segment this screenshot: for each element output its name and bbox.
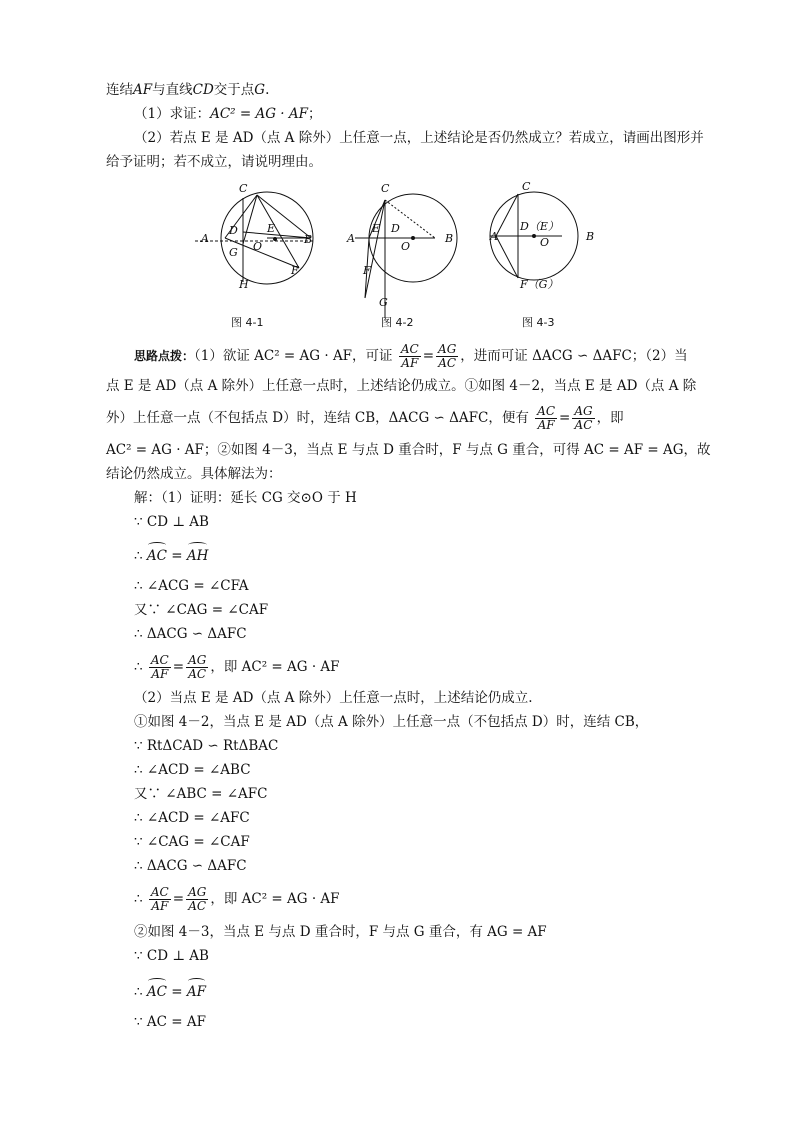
label-C: C — [381, 182, 390, 195]
label-D: D — [229, 224, 238, 237]
sol-line-15: ∴ ΔACG ∽ ΔAFC — [134, 858, 247, 874]
hint-line-2: 点 E 是 AD（点 A 除外）上任意一点时，上述结论仍成立。①如图 4－2，当点 E 是 AD（点 A 除 — [106, 378, 697, 394]
label-D: D — [391, 222, 400, 235]
sol-line-17: ②如图 4－3，当点 E 与点 D 重合时，F 与点 G 重合，有 AG = AF — [134, 924, 547, 940]
sol-line-5: 又∵ ∠CAG = ∠CAF — [134, 602, 269, 618]
caption-4-2: 图 4-2 — [381, 316, 414, 329]
sol-line-2: ∵ CD ⊥ AB — [134, 514, 209, 530]
problem-line-1: 连结AF与直线CD交于点G. — [106, 82, 270, 98]
label-O: O — [401, 240, 411, 253]
hint-line-3: 外）上任意一点（不包括点 D）时，连结 CB，ΔACG ∽ ΔAFC，便有 $\frac{AC}{AF}$ = $\frac{AG}{AC}$ ，即 — [106, 404, 624, 432]
label-B: B — [304, 233, 313, 246]
caption-4-1: 图 4-1 — [231, 316, 264, 329]
hint-line-1: 思路点拨：（1）欲证 AC² = AG · AF，可证 $\frac{AC}{AF}$ = $\frac{AG}{AC}$ ，进而可证 ΔACG ∽ ΔAFC；（2）当 — [134, 342, 688, 370]
figure-4-3 — [490, 178, 620, 338]
sol-line-19: ∴ AC = AF — [134, 984, 207, 1000]
label-FG: F（G） — [520, 278, 559, 291]
label-E: E — [267, 222, 276, 235]
label-O: O — [540, 236, 550, 249]
label-A: A — [490, 230, 498, 243]
problem-line-3: （2）若点 E 是 AD（点 A 除外）上任意一点，上述结论是否仍然成立？若成立，请画出图形并 — [134, 130, 704, 146]
sol-line-18: ∵ CD ⊥ AB — [134, 948, 209, 964]
sol-line-3: ∴ AC = AH — [134, 548, 209, 564]
figure-4-1 — [195, 178, 325, 338]
sol-line-10: ∵ RtΔCAD ∽ RtΔBAC — [134, 738, 279, 754]
sol-line-9: ①如图 4－2，当点 E 是 AD（点 A 除外）上任意一点（不包括点 D）时，连结 CB， — [134, 714, 649, 730]
fraction-ac-af: $\frac{AC}{AF}$ — [400, 342, 419, 370]
sol-line-7: ∴ $\frac{AC}{AF}$ = $\frac{AG}{AC}$ ，即 AC² = AG · AF — [134, 653, 340, 681]
sol-line-16: ∴ $\frac{AC}{AF}$ = $\frac{AG}{AC}$ ，即 AC² = AG · AF — [134, 885, 340, 913]
label-H: H — [239, 278, 249, 291]
label-A: A — [347, 232, 355, 245]
caption-4-3: 图 4-3 — [522, 316, 555, 329]
sol-line-8: （2）当点 E 是 AD（点 A 除外）上任意一点时，上述结论仍成立. — [134, 690, 533, 706]
figure-4-2 — [345, 178, 475, 338]
label-A: A — [201, 232, 209, 245]
problem-line-4: 给予证明；若不成立，请说明理由。 — [106, 154, 322, 170]
label-B: B — [586, 230, 595, 243]
sol-line-11: ∴ ∠ACD = ∠ABC — [134, 762, 251, 778]
hint-line-4: AC² = AG · AF；②如图 4－3，当点 E 与点 D 重合时，F 与点 G 重合，可得 AC = AF = AG，故 — [106, 442, 711, 458]
fraction-ag-ac: $\frac{AG}{AC}$ — [438, 342, 457, 370]
label-G: G — [379, 296, 388, 309]
sol-line-13: ∴ ∠ACD = ∠AFC — [134, 810, 250, 826]
label-F: F — [363, 264, 371, 277]
sol-line-6: ∴ ΔACG ∽ ΔAFC — [134, 626, 247, 642]
sol-line-4: ∴ ∠ACG = ∠CFA — [134, 578, 249, 594]
label-C: C — [239, 182, 248, 195]
sol-line-1: 解：（1）证明：延长 CG 交⊙O 于 H — [134, 490, 357, 506]
sol-line-14: ∵ ∠CAG = ∠CAF — [134, 834, 250, 850]
sol-line-12: 又∵ ∠ABC = ∠AFC — [134, 786, 268, 802]
label-F: F — [291, 264, 299, 277]
label-O: O — [253, 240, 263, 253]
label-B: B — [445, 232, 454, 245]
label-DE: D（E） — [520, 220, 559, 233]
figure-group — [195, 178, 625, 338]
problem-line-2: （1）求证：AC² = AG · AF； — [134, 106, 322, 122]
hint-line-5: 结论仍然成立。具体解法为： — [106, 466, 282, 482]
label-G: G — [229, 246, 238, 259]
sol-line-20: ∵ AC = AF — [134, 1014, 206, 1030]
label-E: E — [372, 222, 381, 235]
label-C: C — [522, 180, 531, 193]
